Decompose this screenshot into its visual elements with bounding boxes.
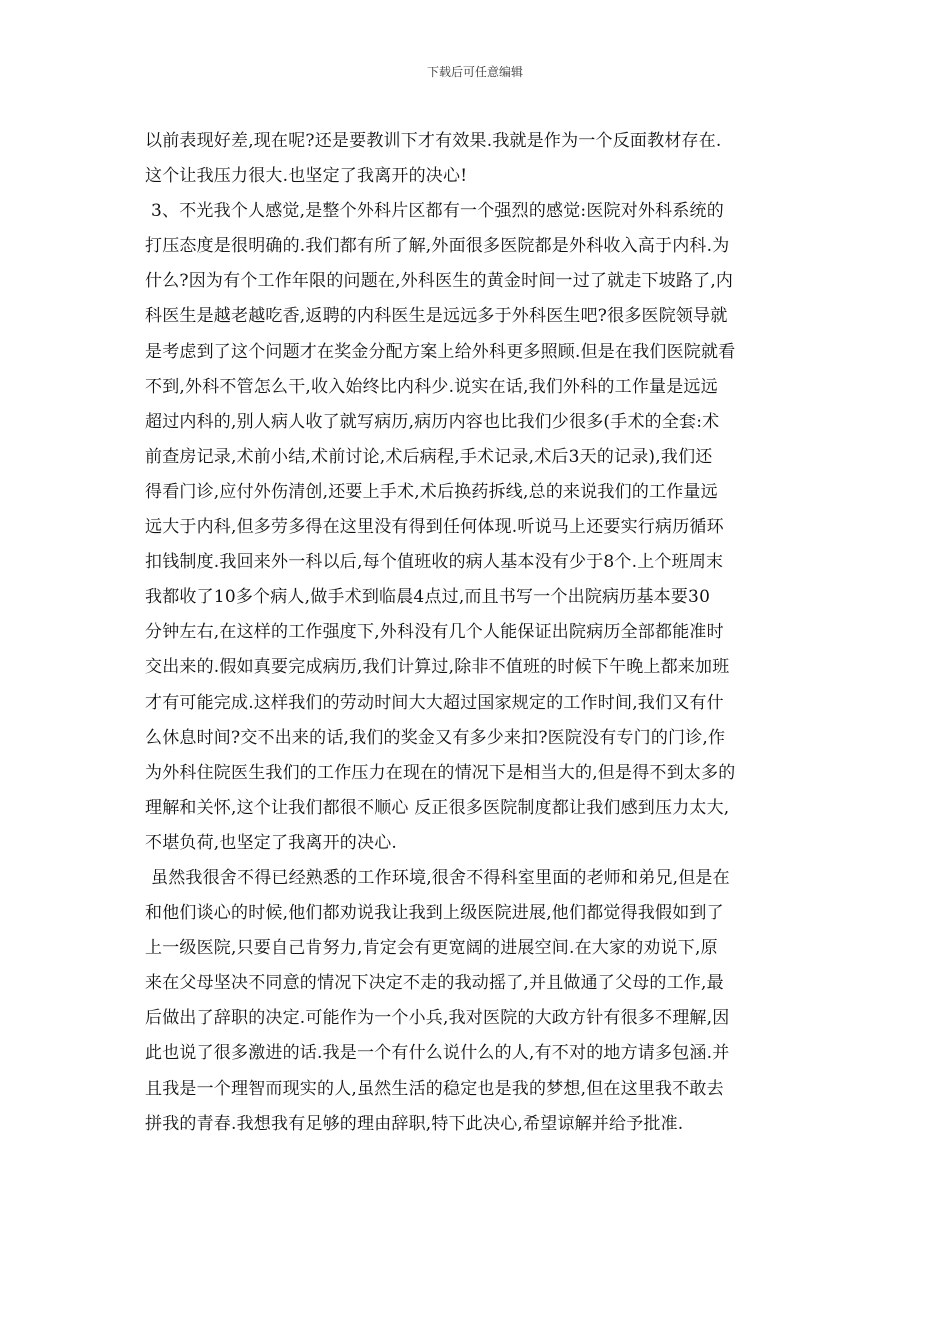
text-line: 前查房记录,术前小结,术前讨论,术后病程,手术记录,术后3天的记录),我们还 — [145, 446, 713, 467]
text-line: 超过内科的,别人病人收了就写病历,病历内容也比我们少很多(手术的全套:术 — [145, 411, 720, 432]
text-line: 理解和关怀,这个让我们都很不顺心 反正很多医院制度都让我们感到压力太大, — [145, 797, 730, 818]
text-line: 这个让我压力很大.也坚定了我离开的决心! — [145, 166, 468, 187]
text-line: 不堪负荷,也坚定了我离开的决心. — [145, 832, 398, 853]
text-line: 后做出了辞职的决定.可能作为一个小兵,我对医院的大政方针有很多不理解,因 — [145, 1008, 730, 1029]
text-line: 和他们谈心的时候,他们都劝说我让我到上级医院进展,他们都觉得我假如到了 — [145, 903, 724, 924]
text-line: 上一级医院,只要自己肯努力,肯定会有更宽阔的进展空间.在大家的劝说下,原 — [145, 938, 718, 959]
text-line: 3、不光我个人感觉,是整个外科片区都有一个强烈的感觉:医院对外科系统的 — [151, 201, 724, 222]
text-line: 我都收了10多个病人,做手术到临晨4点过,而且书写一个出院病历基本要30 — [145, 587, 711, 608]
text-line: 打压态度是很明确的.我们都有所了解,外面很多医院都是外科收入高于内科.为 — [145, 236, 730, 257]
text-line: 什么?因为有个工作年限的问题在,外科医生的黄金时间一过了就走下坡路了,内 — [145, 271, 734, 292]
text-line: 得看门诊,应付外伤清创,还要上手术,术后换药拆线,总的来说我们的工作量远 — [145, 481, 718, 502]
text-line: 不到,外科不管怎么干,收入始终比内科少.说实在话,我们外科的工作量是远远 — [145, 376, 718, 397]
text-line: 交出来的.假如真要完成病历,我们计算过,除非不值班的时候下午晚上都来加班 — [145, 657, 730, 678]
text-line: 拼我的青春.我想我有足够的理由辞职,特下此决心,希望谅解并给予批准. — [145, 1113, 684, 1134]
text-line: 扣钱制度.我回来外一科以后,每个值班收的病人基本没有少于8个.上个班周末 — [145, 552, 724, 573]
page-header-note: 下载后可任意编辑 — [426, 65, 523, 79]
text-line: 以前表现好差,现在呢?还是要教训下才有效果.我就是作为一个反面教材存在. — [145, 131, 722, 151]
text-line: 此也说了很多激进的话.我是一个有什么说什么的人,有不对的地方请多包涵.并 — [145, 1043, 730, 1064]
text-line: 为外科住院医生我们的工作压力在现在的情况下是相当大的,但是得不到太多的 — [145, 762, 736, 783]
document-body — [145, 124, 807, 1142]
text-line: 分钟左右,在这样的工作强度下,外科没有几个人能保证出院病历全部都能准时 — [145, 622, 724, 643]
text-line: 虽然我很舍不得已经熟悉的工作环境,很舍不得科室里面的老师和弟兄,但是在 — [151, 867, 730, 888]
text-line: 才有可能完成.这样我们的劳动时间大大超过国家规定的工作时间,我们又有什 — [145, 692, 724, 713]
text-line: 远大于内科,但多劳多得在这里没有得到任何体现.听说马上还要实行病历循环 — [145, 517, 724, 538]
text-line: 且我是一个理智而现实的人,虽然生活的稳定也是我的梦想,但在这里我不敢去 — [145, 1078, 724, 1099]
text-line: 科医生是越老越吃香,返聘的内科医生是远远多于外科医生吧?很多医院领导就 — [145, 306, 728, 327]
text-line: 是考虑到了这个问题才在奖金分配方案上给外科更多照顾.但是在我们医院就看 — [145, 341, 736, 362]
text-line: 么休息时间?交不出来的话,我们的奖金又有多少来扣?医院没有专门的门诊,作 — [145, 727, 726, 748]
text-line: 来在父母坚决不同意的情况下决定不走的我动摇了,并且做通了父母的工作,最 — [145, 973, 724, 994]
